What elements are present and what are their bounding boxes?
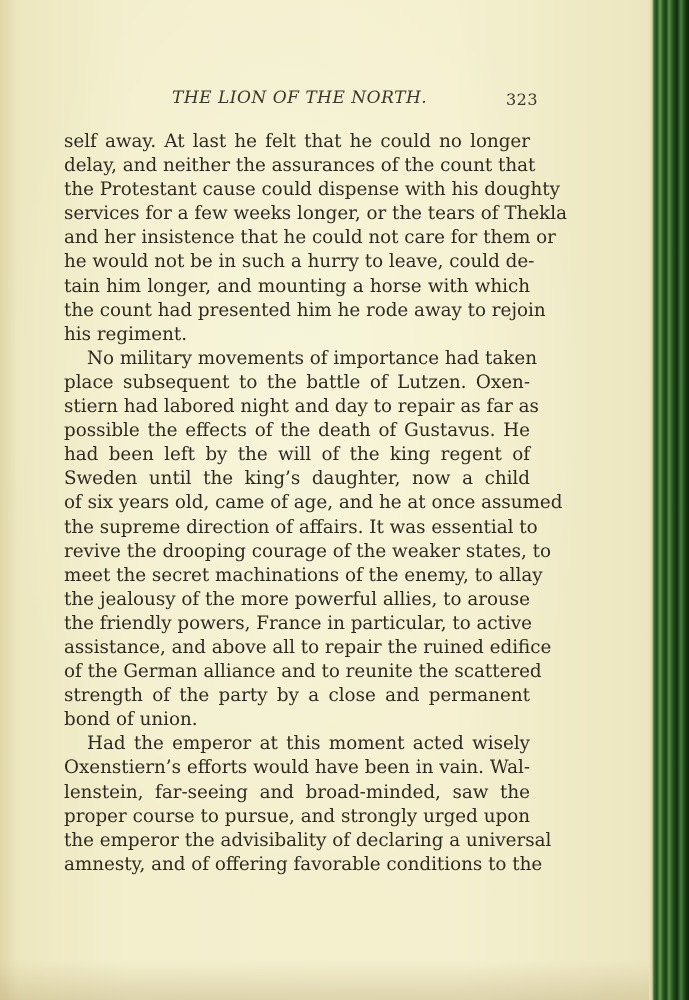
text-line: place subsequent to the battle of Lutzen. Oxen-: [64, 371, 530, 393]
text-line: delay, and neither the assurances of the count that: [64, 155, 536, 177]
text-line: he would not be in such a hurry to leave, could de-: [64, 251, 535, 273]
body-text: [64, 130, 567, 877]
text-line: proper course to pursue, and strongly urged upon: [64, 805, 530, 827]
text-line: the jealousy of the more powerful allies, to arouse: [64, 588, 530, 610]
text-line: of six years old, came of age, and he at once assumed: [64, 492, 563, 514]
text-line: had been left by the will of the king regent of: [64, 444, 530, 466]
text-line: Had the emperor at this moment acted wisely: [87, 733, 530, 755]
text-line: amnesty, and of offering favorable conditions to the: [64, 853, 543, 875]
text-line: the Protestant cause could dispense with his doughty: [64, 179, 560, 201]
text-line: services for a few weeks longer, or the tears of Thekla: [64, 203, 567, 225]
paragraph: [64, 732, 552, 877]
text-line: self away. At last he felt that he could no longer: [64, 131, 530, 152]
text-line: the supreme direction of affairs. It was essential to: [64, 516, 538, 538]
text-line: meet the secret machinations of the enemy, to allay: [64, 564, 543, 586]
text-line: the count had presented him he rode away to rejoin: [64, 299, 546, 321]
book-spine-edge: [649, 0, 689, 1000]
text-line: Oxenstiern’s efforts would have been in vain. Wal-: [64, 757, 530, 779]
text-line: the emperor the advisibality of declaring a universal: [64, 829, 552, 851]
text-line: his regiment.: [64, 323, 188, 345]
text-line: bond of union.: [64, 709, 198, 731]
paragraph: [64, 130, 567, 347]
text-line: No military movements of importance had taken: [87, 347, 537, 369]
text-line: lenstein, far-seeing and broad-minded, saw the: [64, 781, 530, 803]
text-line: strength of the party by a close and permanent: [64, 685, 530, 707]
running-title: THE LION OF THE NORTH.: [172, 88, 428, 108]
text-line: of the German alliance and to reunite the scattered: [64, 661, 542, 683]
text-line: assistance, and above all to repair the ruined edifice: [64, 636, 552, 658]
text-line: possible the effects of the death of Gustavus. He: [64, 420, 530, 442]
text-line: Sweden until the king’s daughter, now a child: [64, 468, 530, 490]
text-line: revive the drooping courage of the weaker states, to: [64, 540, 552, 562]
bottom-shadow: [0, 960, 649, 1000]
paragraph: [64, 347, 563, 733]
text-line: and her insistence that he could not care for them or: [64, 227, 556, 249]
running-header: [172, 88, 592, 112]
gutter-shadow: [0, 0, 18, 1000]
page-number: 323: [506, 90, 539, 109]
text-line: tain him longer, and mounting a horse with which: [64, 275, 530, 297]
text-line: the friendly powers, France in particular, to active: [64, 612, 532, 634]
text-line: stiern had labored night and day to repair as far as: [64, 396, 539, 418]
